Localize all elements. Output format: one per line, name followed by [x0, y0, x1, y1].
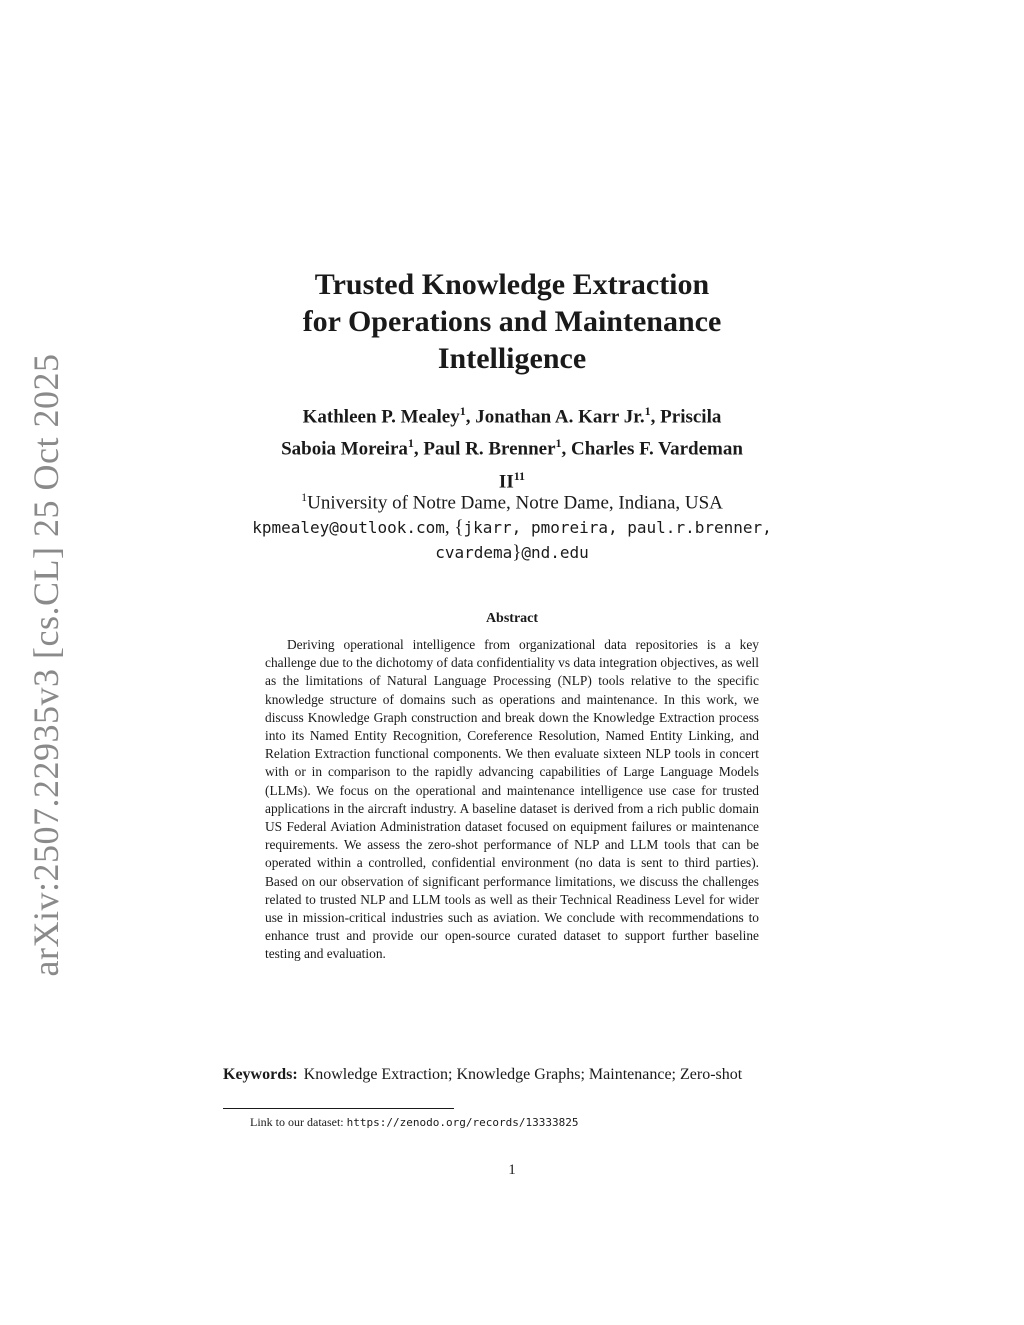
affiliation-marker: 1	[407, 436, 414, 451]
author-name: , Priscila	[650, 406, 722, 428]
abstract-text: Deriving operational intelligence from organizational data repositories is a key challenge due to the dichotomy of data confidentiality vs data integration objectives, as well as the limitations of Natural Language Processing (NLP) tools relative to the specific knowledge structure of domains such as operations and maintenance. In this work, we discuss Knowledge Graph construction and break down the Knowledge Extraction process into its Named Entity Recognition, Coreference Resolution, Named Entity Linking, and Relation Extraction functional components. We then evaluate sixteen NLP tools in concert with or in comparison to the rapidly advancing capabilities of Large Language Models (LLMs). We focus on the operational and maintenance intelligence use case for trusted applications in the aircraft industry. A baseline dataset is derived from a rich public domain US Federal Aviation Administration dataset focused on equipment failures or maintenance requirements. We assess the zero-shot performance of NLP and LLM tools that can be operated within a controlled, confidential environment (no data is sent to third parties). Based on our observation of significant performance limitations, we discuss the challenges related to trusted NLP and LLM tools as well as their Technical Readiness Level for wider use in mission-critical industries such as aviation. We conclude with recommendations to enhance trust and provide our open-source curated dataset to support further baseline testing and evaluation.	[265, 637, 759, 962]
affiliation-block	[212, 485, 812, 565]
email-address: jkarr, pmoreira, paul.r.brenner,	[463, 518, 772, 538]
affiliation-marker: 1	[644, 404, 651, 418]
author-name: , Paul R. Brenner	[413, 438, 556, 460]
email-line	[212, 515, 812, 540]
email-brace: }	[512, 542, 522, 564]
affiliation-marker: 1	[301, 490, 308, 504]
author-name: Kathleen P. Mealey	[302, 406, 460, 428]
author-name: , Charles F. Vardeman	[561, 438, 743, 460]
affiliation-line	[212, 485, 812, 515]
title-line: for Operations and Maintenance	[302, 305, 722, 338]
affiliation-marker: 1	[459, 404, 466, 418]
author-line	[212, 398, 812, 430]
footnote	[250, 1115, 578, 1130]
affiliation-marker: 1	[555, 436, 562, 451]
email-address: cvardema	[435, 543, 513, 563]
paper-title	[212, 266, 812, 377]
keywords-text: Knowledge Extraction; Knowledge Graphs; Maintenance; Zero-shot	[303, 1066, 743, 1083]
arxiv-identifier-stamp: arXiv:2507.22935v3 [cs.CL] 25 Oct 2025	[26, 353, 66, 977]
dataset-link[interactable]: https://zenodo.org/records/13333825	[346, 1116, 579, 1129]
keywords	[223, 1065, 801, 1085]
author-name: , Jonathan A. Karr Jr.	[465, 406, 645, 428]
author-name: II	[498, 470, 514, 492]
title-line: Intelligence	[437, 342, 587, 375]
abstract-heading: Abstract	[485, 611, 539, 626]
author-list	[212, 398, 812, 495]
author-line	[212, 430, 812, 462]
title-line: Trusted Knowledge Extraction	[314, 268, 710, 301]
affiliation-marker: 11	[513, 468, 526, 483]
author-name: Saboia Moreira	[281, 438, 408, 460]
keywords-label: Keywords:	[223, 1066, 298, 1083]
page-number: 1	[508, 1162, 516, 1178]
email-domain: @nd.edu	[521, 543, 589, 563]
email-separator: , {	[444, 517, 464, 539]
email-line	[212, 540, 812, 565]
email-address: kpmealey@outlook.com	[252, 518, 445, 538]
footnote-rule	[223, 1108, 454, 1109]
affiliation-text: University of Notre Dame, Notre Dame, Indiana, USA	[307, 492, 723, 514]
footnote-text: Link to our dataset:	[250, 1115, 347, 1129]
